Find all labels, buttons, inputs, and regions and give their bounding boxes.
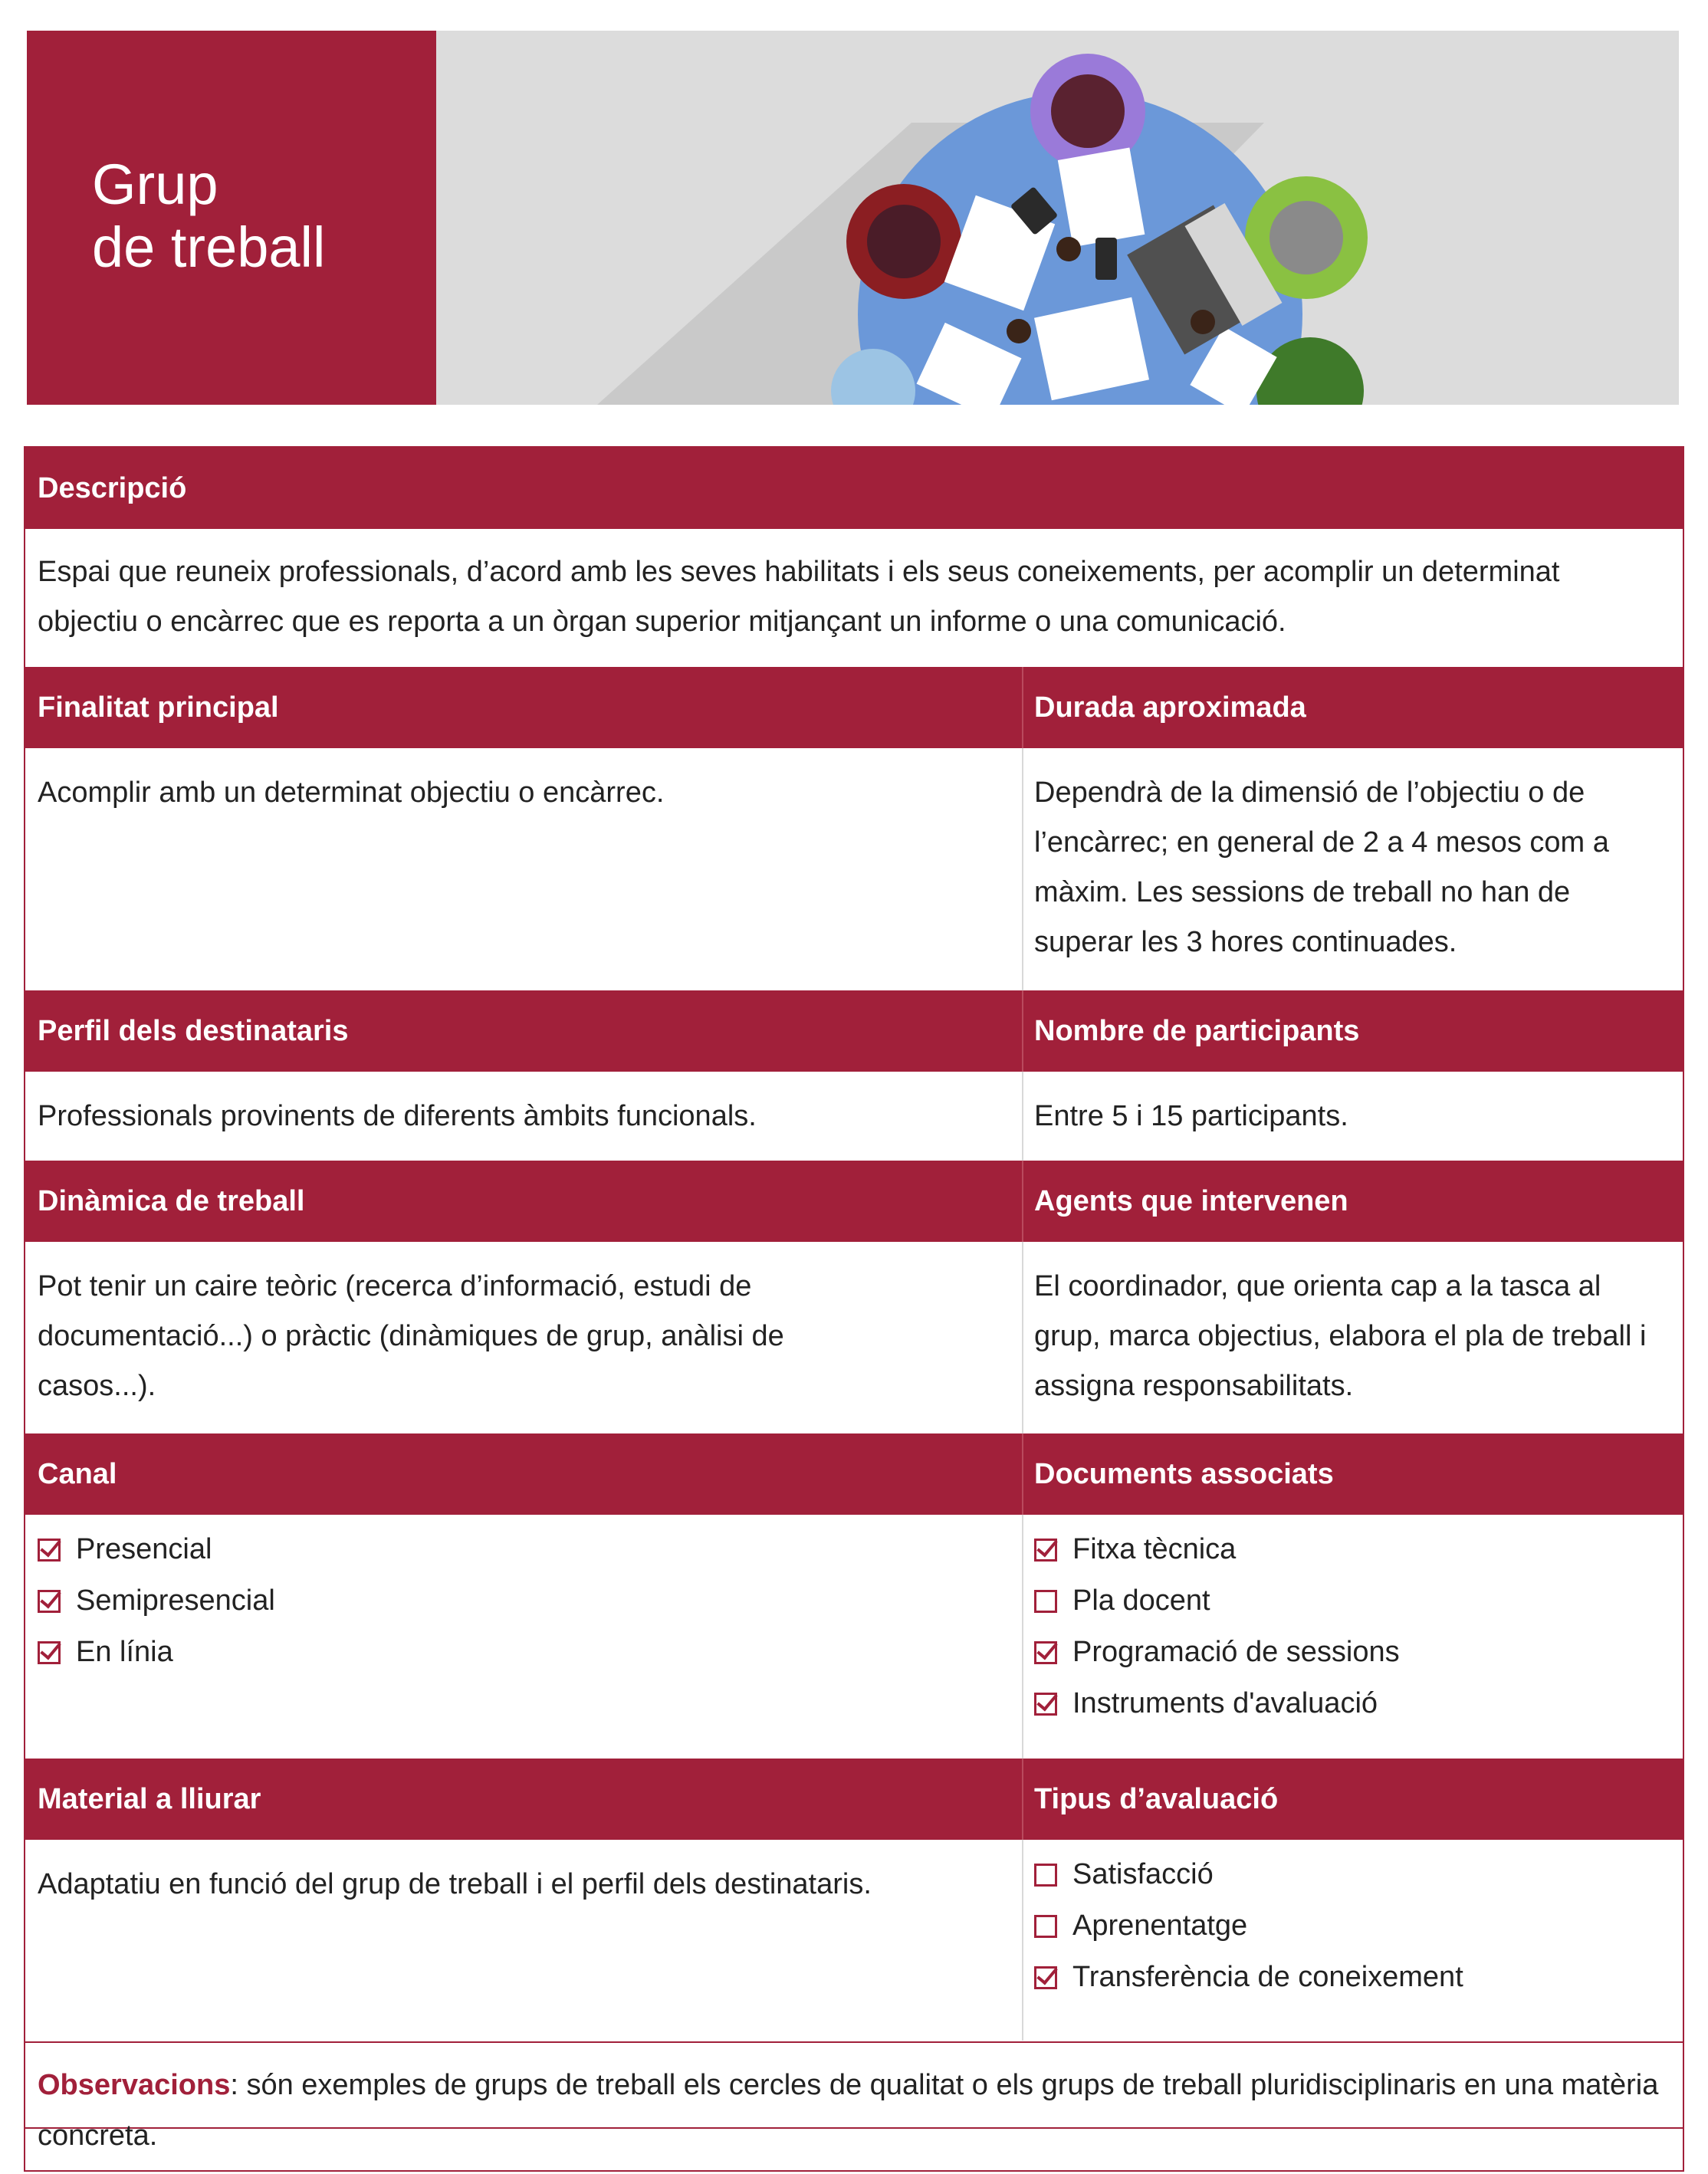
- option-label: Pla docent: [1072, 1585, 1210, 1617]
- checkbox-icon[interactable]: [1034, 1641, 1057, 1664]
- option-label: Aprenentatge: [1072, 1910, 1248, 1942]
- nombre-label: Nombre de participants: [1034, 1014, 1360, 1047]
- agents-label: Agents que intervenen: [1034, 1184, 1348, 1217]
- agents-text: El coordinador, que orienta cap a la tasca al grup, marca objectius, elabora el pla de treball i assigna responsabilitats.: [1034, 1270, 1647, 1402]
- dinamica-agents-body: [25, 1242, 1683, 1433]
- material-avaluacio-header: [25, 1759, 1683, 1840]
- descripcio-body: [25, 529, 1683, 667]
- canal-option[interactable]: [38, 1575, 1010, 1627]
- banner-title-panel: [27, 31, 436, 405]
- checkbox-icon[interactable]: [38, 1539, 61, 1562]
- canal-option[interactable]: [38, 1524, 1010, 1575]
- checkbox-icon[interactable]: [1034, 1966, 1057, 1989]
- material-text: Adaptatiu en funció del grup de treball i el perfil dels destinataris.: [38, 1868, 872, 1900]
- descripcio-text: Espai que reuneix professionals, d’acord amb les seves habilitats i els seus coneixements, per acomplir un determinat objectiu o encàrrec que es reporta a un òrgan superior mitjançant un informe o una comunicació.: [38, 556, 1560, 638]
- checkbox-icon[interactable]: [1034, 1693, 1057, 1716]
- nombre-text: Entre 5 i 15 participants.: [1034, 1100, 1348, 1132]
- finalitat-durada-body: [25, 748, 1683, 990]
- documents-option[interactable]: [1034, 1678, 1670, 1729]
- documents-option[interactable]: [1034, 1524, 1670, 1575]
- documents-option[interactable]: [1034, 1575, 1670, 1627]
- perfil-nombre-body: [25, 1072, 1683, 1161]
- perfil-label: Perfil dels destinataris: [38, 1014, 349, 1047]
- meeting-illustration: [436, 31, 1679, 405]
- avaluacio-label: Tipus d’avaluació: [1034, 1782, 1279, 1815]
- canal-options: [25, 1515, 1022, 1759]
- info-table: [24, 446, 1684, 2129]
- option-label: Semipresencial: [76, 1585, 275, 1617]
- option-label: Instruments d'avaluació: [1072, 1687, 1378, 1719]
- option-label: Presencial: [76, 1533, 212, 1565]
- durada-text: Dependrà de la dimensió de l’objectiu o de l’encàrrec; en general de 2 a 4 mesos com a màxim. Les sessions de treball no han de superar les 3 hores continuades.: [1034, 777, 1609, 958]
- observacions-label: Observacions: [38, 2069, 231, 2101]
- checkbox-icon[interactable]: [1034, 1539, 1057, 1562]
- dinamica-label: Dinàmica de treball: [38, 1184, 305, 1217]
- dinamica-agents-header: [25, 1161, 1683, 1242]
- option-label: Satisfacció: [1072, 1858, 1214, 1890]
- avaluacio-option[interactable]: [1034, 1849, 1670, 1900]
- dinamica-text: Pot tenir un caire teòric (recerca d’informació, estudi de documentació...) o pràctic (dinàmiques de grup, anàlisi de casos...).: [38, 1270, 784, 1402]
- title-line-1: Grup: [92, 153, 218, 216]
- descripcio-label: Descripció: [38, 471, 187, 504]
- material-avaluacio-body: [25, 1840, 1683, 2041]
- finalitat-text: Acomplir amb un determinat objectiu o encàrrec.: [38, 777, 665, 809]
- durada-label: Durada aproximada: [1034, 691, 1306, 724]
- avaluacio-option[interactable]: [1034, 1952, 1670, 2003]
- checkbox-icon[interactable]: [38, 1641, 61, 1664]
- observacions-text: : són exemples de grups de treball els cercles de qualitat o els grups de treball pluridisciplinaris en una matèria concreta.: [38, 2069, 1659, 2152]
- descripcio-header: [25, 448, 1683, 529]
- material-label: Material a lliurar: [38, 1782, 261, 1815]
- checkbox-icon[interactable]: [1034, 1590, 1057, 1613]
- canal-option[interactable]: [38, 1627, 1010, 1678]
- option-label: Fitxa tècnica: [1072, 1533, 1237, 1565]
- finalitat-label: Finalitat principal: [38, 691, 279, 724]
- observacions-box: [24, 2041, 1684, 2172]
- avaluacio-options: [1022, 1840, 1683, 2041]
- canal-label: Canal: [38, 1457, 117, 1490]
- option-label: Programació de sessions: [1072, 1636, 1400, 1668]
- perfil-text: Professionals provinents de diferents àmbits funcionals.: [38, 1100, 757, 1132]
- header-banner: [27, 31, 1679, 405]
- page-title: [92, 153, 325, 279]
- canal-documents-body: [25, 1515, 1683, 1759]
- checkbox-icon[interactable]: [1034, 1864, 1057, 1887]
- avaluacio-option[interactable]: [1034, 1900, 1670, 1952]
- documents-label: Documents associats: [1034, 1457, 1334, 1490]
- perfil-nombre-header: [25, 990, 1683, 1072]
- checkbox-icon[interactable]: [1034, 1915, 1057, 1938]
- option-label: En línia: [76, 1636, 173, 1668]
- checkbox-icon[interactable]: [38, 1590, 61, 1613]
- option-label: Transferència de coneixement: [1072, 1961, 1463, 1993]
- documents-options: [1022, 1515, 1683, 1759]
- title-line-2: de treball: [92, 215, 326, 279]
- canal-documents-header: [25, 1433, 1683, 1515]
- documents-option[interactable]: [1034, 1627, 1670, 1678]
- finalitat-durada-header: [25, 667, 1683, 748]
